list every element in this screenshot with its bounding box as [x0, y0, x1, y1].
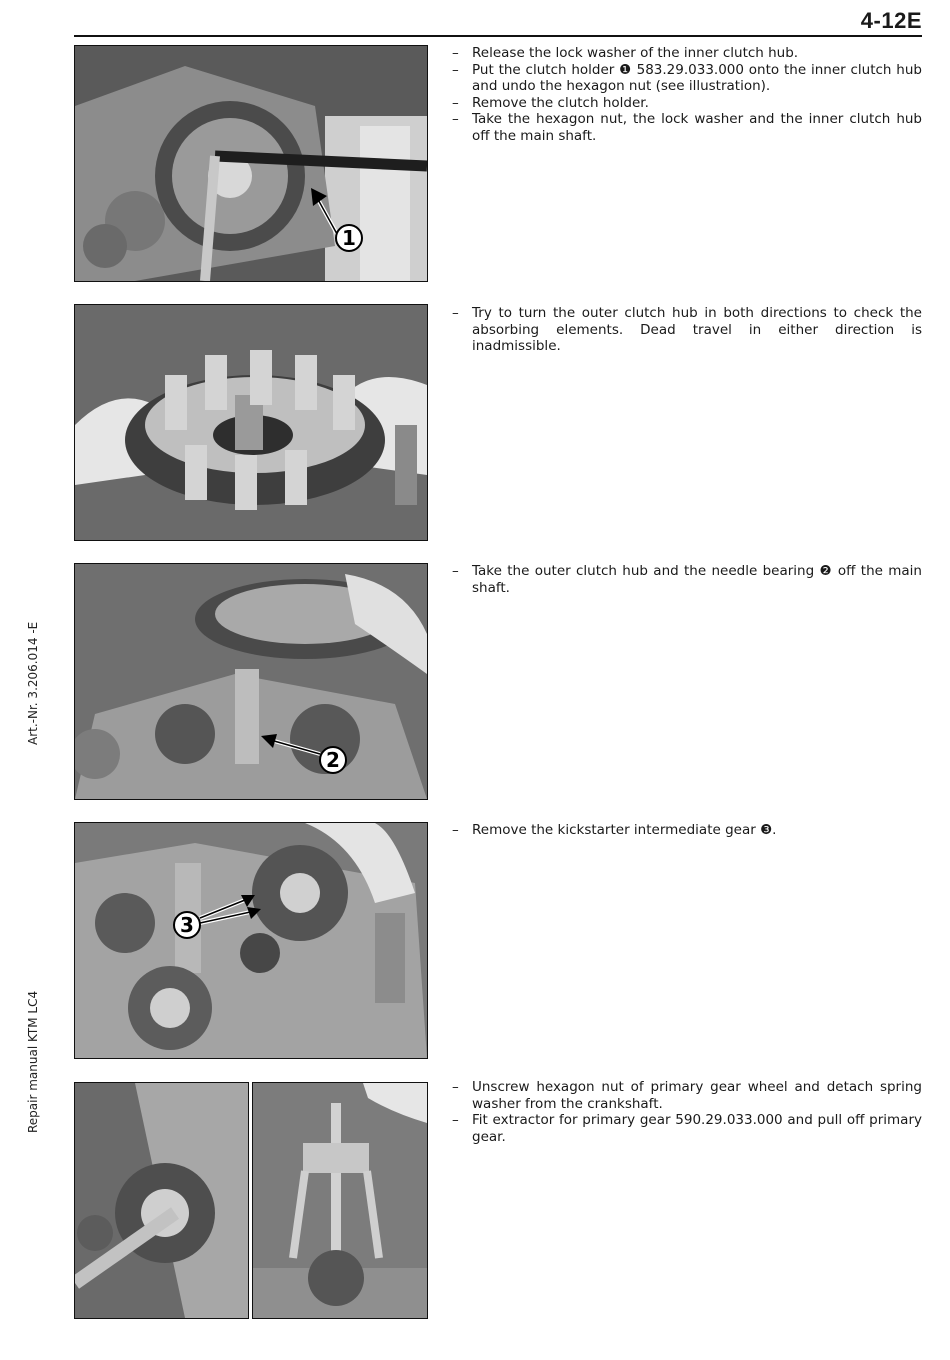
photo-outer-clutch-hub [74, 304, 428, 541]
callout-number: 3 [180, 913, 194, 937]
instruction-step: – Put the clutch holder ❶ 583.29.033.000 onto the inner clutch hub and undo the hexagon nut (see illustration). [450, 62, 922, 95]
article-number-label: Art.-Nr. 3.206.014 -E [26, 621, 40, 745]
instruction-step: – Fit extractor for primary gear 590.29.033.000 and pull off primary gear. [450, 1112, 922, 1145]
photo-needle-bearing [74, 563, 428, 800]
instruction-step: – Remove the kickstarter intermediate gear ❸. [450, 822, 922, 839]
instruction-list [450, 563, 922, 596]
manual-title-label: Repair manual KTM LC4 [26, 990, 40, 1133]
instruction-list [450, 822, 922, 839]
header-rule [74, 35, 922, 37]
instruction-step: – Release the lock washer of the inner clutch hub. [450, 45, 922, 62]
instruction-list [450, 45, 922, 144]
instruction-step: – Take the outer clutch hub and the needle bearing ❷ off the main shaft. [450, 563, 922, 596]
photo-primary-gear-extractor [252, 1082, 428, 1319]
instruction-step: – Take the hexagon nut, the lock washer and the inner clutch hub off the main shaft. [450, 111, 922, 144]
instruction-list [450, 305, 922, 355]
instruction-step: – Remove the clutch holder. [450, 95, 922, 112]
page-number: 4-12E [860, 8, 922, 33]
photo-clutch-holder [74, 45, 428, 282]
instruction-step: – Unscrew hexagon nut of primary gear wheel and detach spring washer from the crankshaft. [450, 1079, 922, 1112]
photo-kickstarter-gear [74, 822, 428, 1059]
callout-number: 2 [326, 748, 340, 772]
instruction-step: – Try to turn the outer clutch hub in both directions to check the absorbing elements. Dead travel in either direction is inadmissible. [450, 305, 922, 355]
photo-primary-gear-nut [74, 1082, 249, 1319]
instruction-list [450, 1079, 922, 1145]
callout-number: 1 [342, 226, 356, 250]
